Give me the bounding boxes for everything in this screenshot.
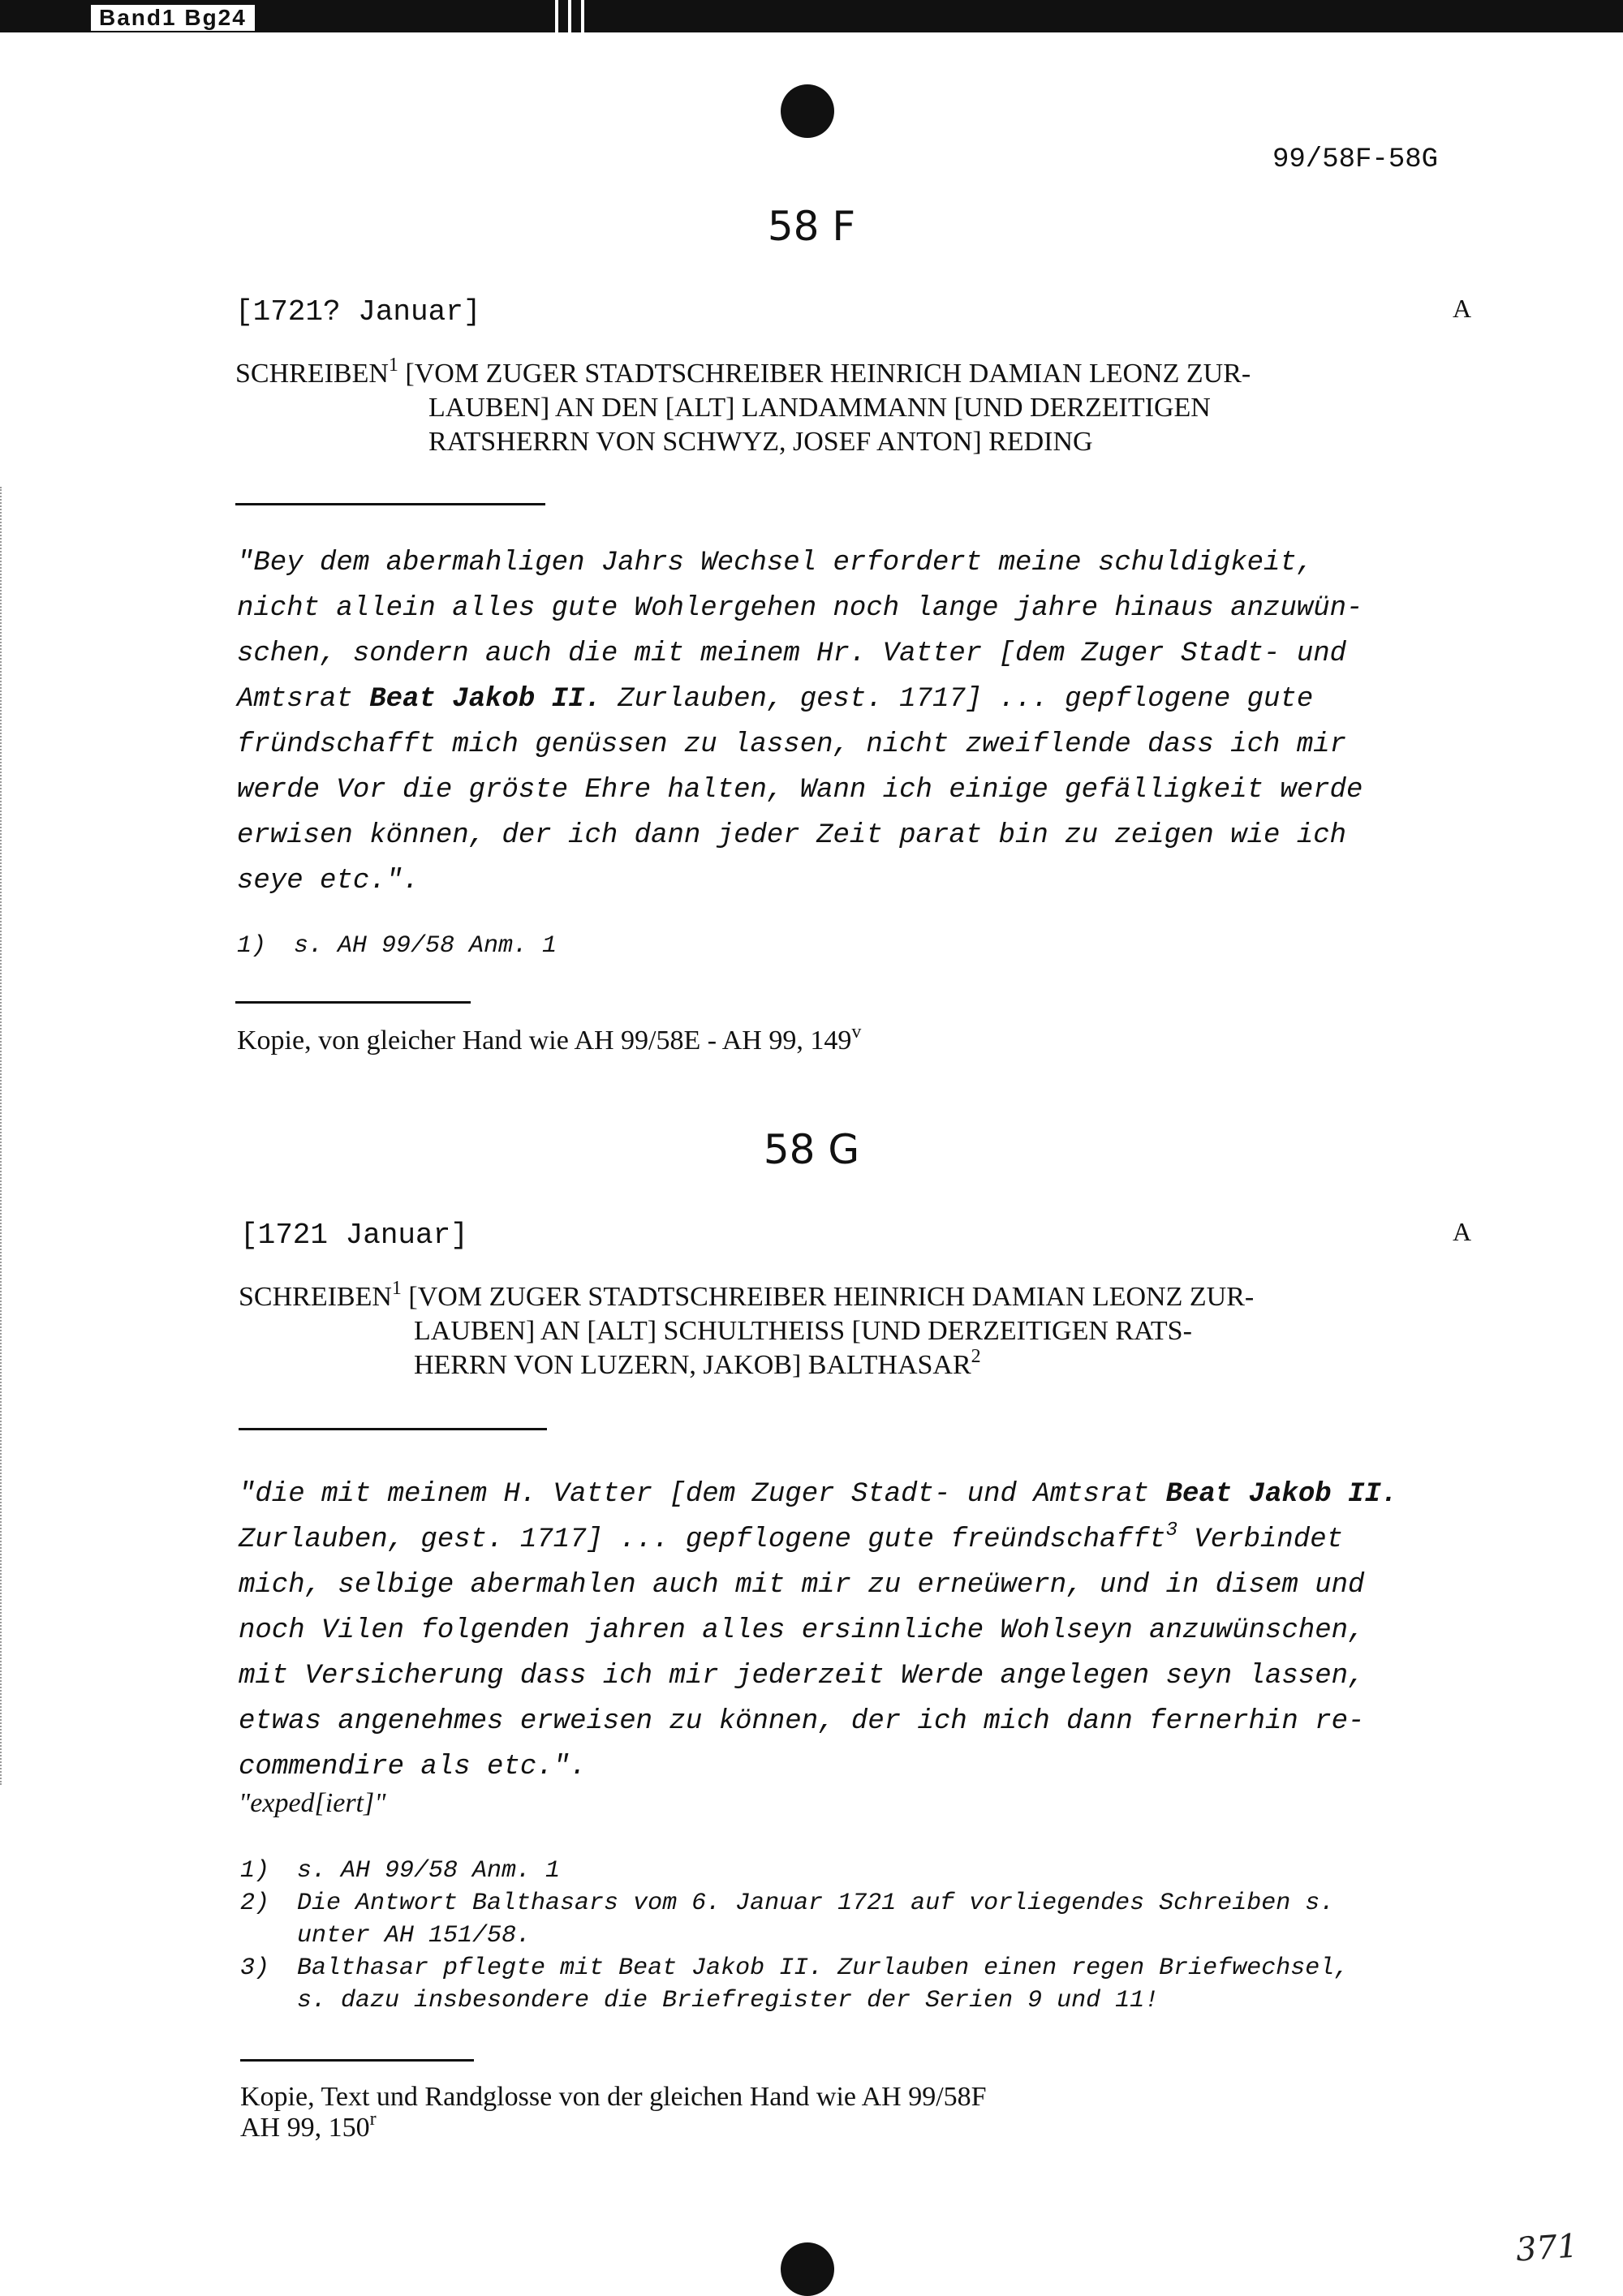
title-line: LAUBEN] AN DEN [ALT] LANDAMMANN [UND DERZEITIGEN <box>428 393 1211 423</box>
footnote: 1) s. AH 99/58 Anm. 1 <box>237 932 558 960</box>
title-line: RATSHERRN VON SCHWYZ, JOSEF ANTON] REDING <box>428 427 1093 457</box>
title-line: HERRN VON LUZERN, JAKOB] BALTHASAR$^2$ <box>414 1346 981 1380</box>
doc-58g-quote <box>239 1472 1397 1790</box>
document-reference: 99/58F-58G <box>1272 144 1439 175</box>
quote-line: schen, sondern auch die mit meinem Hr. Vatter [dem Zuger Stadt- und <box>237 638 1347 669</box>
doc-58g-date: [1721 Januar] <box>240 1219 468 1252</box>
doc-58f-title <box>235 357 1251 459</box>
doc-58f-number: 58 F <box>767 203 856 250</box>
quote-line: nicht allein alles gute Wohlergehen noch lange jahre hinaus anzuwün- <box>237 593 1363 624</box>
doc-58f-quote <box>237 540 1363 904</box>
quote-line: commendire als etc.". <box>239 1752 587 1782</box>
bar-tick <box>555 0 558 32</box>
doc-58f-type-letter: A <box>1453 294 1472 323</box>
footnote: 3) Balthasar pflegte mit Beat Jakob II. Zurlauben einen regen Briefwechsel, <box>240 1954 1350 1982</box>
doc-58f-source: Kopie, von gleicher Hand wie AH 99/58E - AH 99, 149$^v$ <box>237 1021 862 1056</box>
handwritten-page-number: 371 <box>1514 2227 1579 2269</box>
doc-58f-date: [1721? Januar] <box>235 295 481 329</box>
quote-line: erwisen können, der ich dann jeder Zeit parat bin zu zeigen wie ich <box>237 820 1347 851</box>
doc-58g-expedited-note: "exped[iert]" <box>239 1788 386 1818</box>
quote-line: etwas angenehmes erweisen zu können, der ich mich dann fernerhin re- <box>239 1706 1365 1737</box>
separator-rule <box>240 2059 474 2062</box>
title-line: SCHREIBEN$^1$ [VOM ZUGER STADTSCHREIBER HEINRICH DAMIAN LEONZ ZUR- <box>235 355 1251 389</box>
quote-line: mit Versicherung dass ich mir jederzeit Werde angelegen seyn lassen, <box>239 1661 1365 1692</box>
footnote: 2) Die Antwort Balthasars vom 6. Januar 1721 auf vorliegendes Schreiben s. <box>240 1890 1335 1917</box>
quote-line: Amtsrat Beat Jakob II. Zurlauben, gest. 1717] ... gepflogene gute <box>237 684 1314 715</box>
quote-line: "Bey dem abermahligen Jahrs Wechsel erfordert meine schuldigkeit, <box>237 548 1314 578</box>
doc-58g-number: 58 G <box>763 1126 860 1173</box>
separator-rule <box>235 503 545 505</box>
source-line: AH 99, 150$^r$ <box>240 2109 377 2143</box>
punch-hole-bottom <box>781 2242 834 2296</box>
separator-rule <box>235 1001 471 1004</box>
punch-hole-top <box>781 84 834 138</box>
quote-line: "die mit meinem H. Vatter [dem Zuger Stadt- und Amtsrat Beat Jakob II. <box>239 1479 1398 1510</box>
doc-58g-notes <box>240 1855 1349 2017</box>
doc-58g-title <box>239 1280 1254 1382</box>
quote-line: mich, selbige abermahlen auch mit mir zu erneüwern, und in disem und <box>239 1570 1365 1601</box>
band-label: Band1 Bg24 <box>89 3 256 32</box>
footnote-continuation: unter AH 151/58. <box>297 1922 532 1950</box>
title-line: LAUBEN] AN [ALT] SCHULTHEISS [UND DERZEITIGEN RATS- <box>414 1316 1192 1346</box>
quote-line: seye etc.". <box>237 866 420 896</box>
title-line: SCHREIBEN$^1$ [VOM ZUGER STADTSCHREIBER HEINRICH DAMIAN LEONZ ZUR- <box>239 1278 1255 1312</box>
bar-tick <box>568 0 571 32</box>
source-line: Kopie, Text und Randglosse von der gleichen Hand wie AH 99/58F <box>240 2082 987 2112</box>
quote-line: werde Vor die gröste Ehre halten, Wann ich einige gefälligkeit werde <box>237 775 1363 806</box>
quote-line: noch Vilen folgenden jahren alles ersinnliche Wohlseyn anzuwünschen, <box>239 1615 1365 1646</box>
quote-line: fründschafft mich genüssen zu lassen, nicht zweiflende dass ich mir <box>237 729 1347 760</box>
doc-58g-source <box>240 2082 987 2143</box>
footnote-continuation: s. dazu insbesondere die Briefregister der Serien 9 und 11! <box>297 1987 1160 2014</box>
separator-rule <box>239 1428 547 1430</box>
footnote: 1) s. AH 99/58 Anm. 1 <box>240 1857 561 1885</box>
quote-line: Zurlauben, gest. 1717] ... gepflogene gute freündschafft$^3$ Verbindet <box>239 1520 1344 1555</box>
doc-58g-type-letter: A <box>1453 1217 1472 1246</box>
doc-58f-notes <box>237 930 557 962</box>
bar-tick <box>581 0 584 32</box>
